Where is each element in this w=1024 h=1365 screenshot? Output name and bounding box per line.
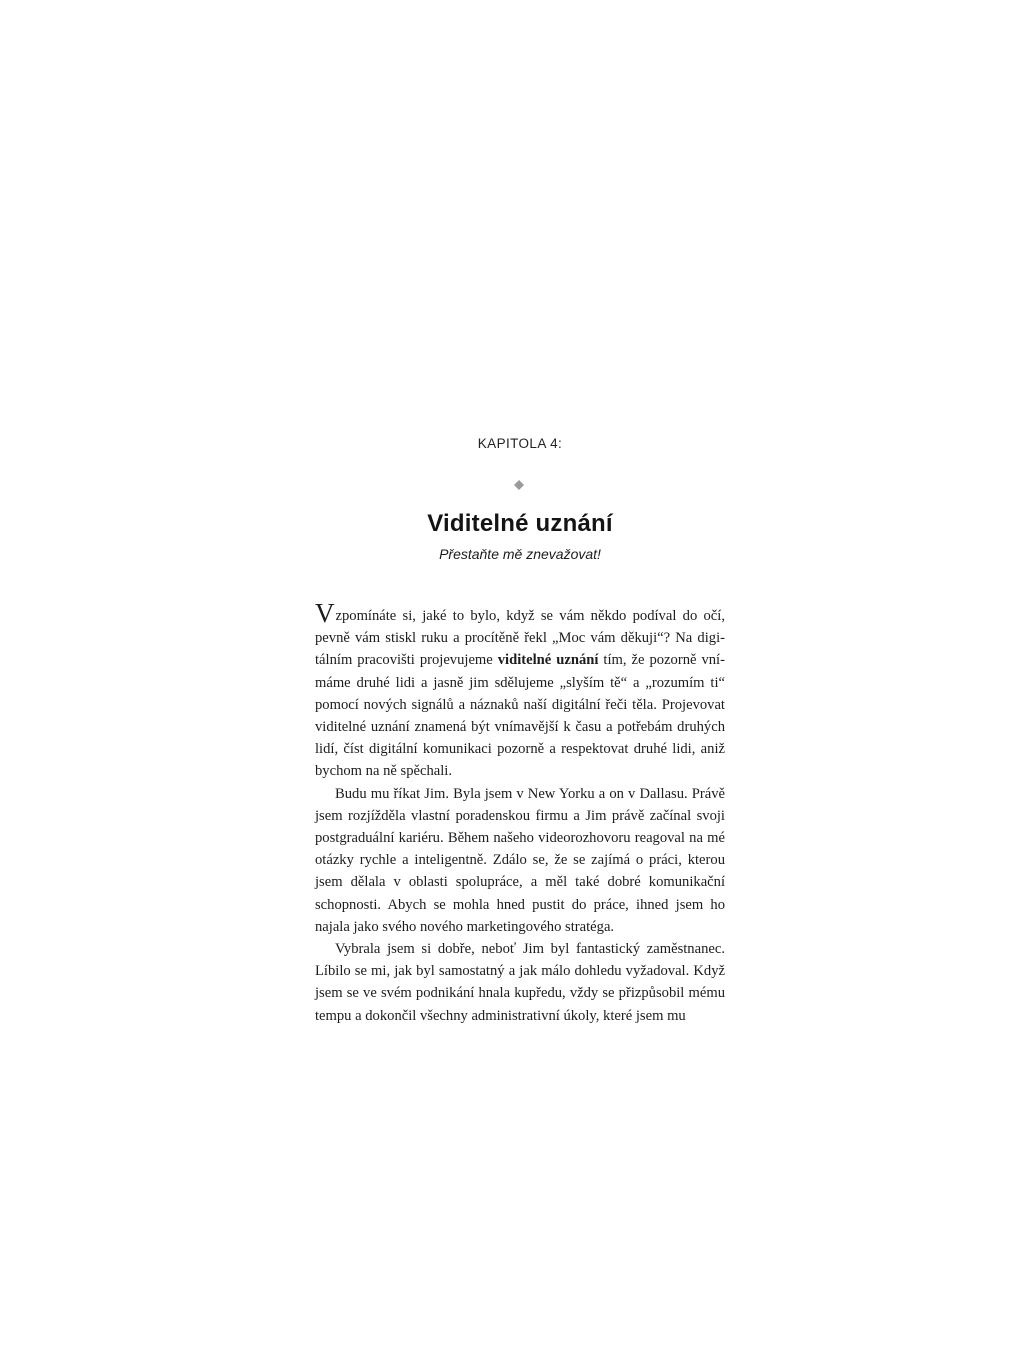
paragraph-1: [315, 598, 725, 783]
chapter-title: Viditelné uznání: [427, 510, 613, 537]
body-text: [315, 598, 725, 1027]
paragraph-1-bold-term: viditelné uznání: [497, 652, 599, 669]
paragraph-1-text-a: zpomínáte si, jaké to bylo, když se vám někdo podíval do očí, pevně vám stiskl ruku a procítěně řekl „Moc vám děkuji“? Na digitálním pracovišti projevujeme: [315, 608, 725, 669]
diamond-ornament-icon: [514, 480, 524, 490]
chapter-label: KAPITOLA 4:: [477, 436, 563, 451]
paragraph-3: Vybrala jsem si dobře, neboť Jim byl fantastický zaměstnanec. Líbilo se mi, jak byl samostatný a jak málo dohledu vyžadoval. Když jsem se ve svém podnikání hnala kupředu, vždy se přizpůsobil mému tempu a dokončil všechny administrativní úkoly, které jsem mu: [315, 941, 725, 1024]
paragraph-2: Budu mu říkat Jim. Byla jsem v New Yorku a on v Dallasu. Právě jsem rozjížděla vlastní poradenskou firmu a Jim právě začínal svoji postgraduální kariéru. Během našeho videorozhovoru reagoval na mé otázky rychle a inteligentně. Zdálo se, že se zajímá o práci, kterou jsem dělala v oblasti spolupráce, a měl také dobré komunikační schopnosti. Abych se mohla hned pustit do práce, ihned jsem ho najala jako svého nového marketingového stratéga.: [315, 785, 725, 935]
chapter-subtitle: Přestaňte mě znevažovat!: [439, 546, 601, 562]
paragraph-1-text-b: tím, že pozorně vnímáme druhé lidi a jasně jim sdělujeme „slyším tě“ a „rozumím ti“ pomocí nových signálů a náznaků naší digitální řeči těla. Projevovat viditelné uznání znamená být vnímavější k času a potřebám druhých lidí, číst digitální komunikaci pozorně a respektovat druhé lidi, aniž bychom na ně spěchali.: [315, 652, 725, 780]
drop-initial: V: [315, 598, 335, 628]
